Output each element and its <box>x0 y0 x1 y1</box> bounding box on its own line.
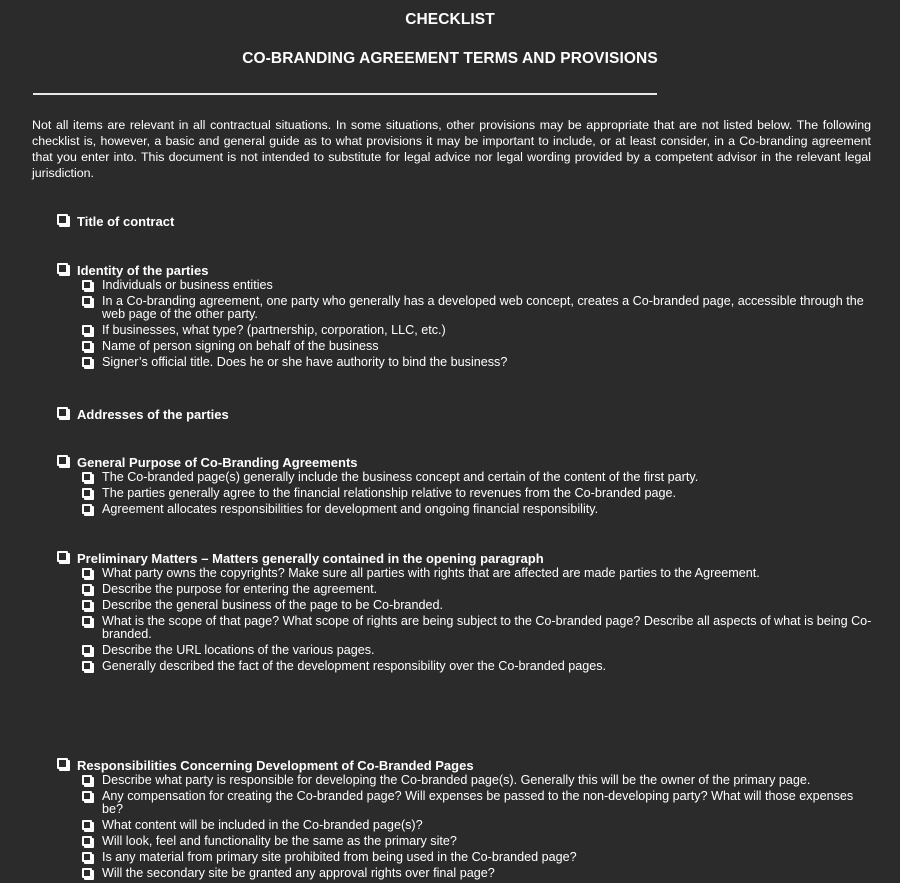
item-checkbox[interactable] <box>82 296 92 306</box>
checklist-item <box>82 471 877 484</box>
checklist-section <box>57 758 877 883</box>
item-text: What is the scope of that page? What scope of rights are being subject to the Co-branded page? Describe all aspects of what is being Co-branded. <box>102 614 872 641</box>
checklist-section <box>57 263 877 372</box>
item-text: Describe the purpose for entering the agreement. <box>102 582 378 596</box>
section-checkbox[interactable] <box>57 758 68 769</box>
checklist-item <box>82 851 877 864</box>
checklist-section <box>57 455 877 519</box>
checklist-item <box>82 324 877 337</box>
section-items <box>82 774 877 880</box>
item-text: Will look, feel and functionality be the same as the primary site? <box>102 834 457 848</box>
section-heading <box>57 758 877 773</box>
item-checkbox[interactable] <box>82 472 92 482</box>
checklist-item <box>82 295 877 321</box>
item-checkbox[interactable] <box>82 852 92 862</box>
intro-paragraph: Not all items are relevant in all contractual situations. In some situations, other provisions may be appropriate that are not listed below. The following checklist is, however, a basic and general guide as to what provisions it may be important to include, or at least consider, in a Co-branding agreement that you enter into. This document is not intended to substitute for legal advice nor legal wording provided by a competent advisor in the relevant legal jurisdiction. <box>32 118 871 180</box>
section-items <box>82 471 877 516</box>
item-checkbox[interactable] <box>82 325 92 335</box>
section-heading <box>57 214 877 229</box>
checklist-item <box>82 340 877 353</box>
section-checkbox[interactable] <box>57 263 68 274</box>
item-text: Any compensation for creating the Co-branded page? Will expenses be passed to the non-developing party? What will those expenses be? <box>102 789 854 816</box>
section-heading <box>57 407 877 422</box>
checklist-section <box>57 214 877 229</box>
item-text: Will the secondary site be granted any approval rights over final page? <box>102 866 495 880</box>
section-title: General Purpose of Co-Branding Agreements <box>77 455 358 470</box>
checklist-item <box>82 567 877 580</box>
checklist-item <box>82 835 877 848</box>
item-text: What party owns the copyrights? Make sure all parties with rights that are affected are made parties to the Agreement. <box>102 566 760 580</box>
item-checkbox[interactable] <box>82 280 92 290</box>
item-checkbox[interactable] <box>82 645 92 655</box>
item-text: If businesses, what type? (partnership, corporation, LLC, etc.) <box>102 323 446 337</box>
item-checkbox[interactable] <box>82 820 92 830</box>
checklist-item <box>82 487 877 500</box>
item-text: Is any material from primary site prohibited from being used in the Co-branded page? <box>102 850 577 864</box>
checklist-section <box>57 407 877 422</box>
item-checkbox[interactable] <box>82 600 92 610</box>
item-text: Individuals or business entities <box>102 278 273 292</box>
item-text: Signer’s official title. Does he or she have authority to bind the business? <box>102 355 508 369</box>
item-text: Describe the general business of the page to be Co-branded. <box>102 598 443 612</box>
item-checkbox[interactable] <box>82 868 92 878</box>
document-subtitle: CO-BRANDING AGREEMENT TERMS AND PROVISIONS <box>242 50 658 67</box>
item-text: Generally described the fact of the development responsibility over the Co-branded pages. <box>102 659 607 673</box>
item-checkbox[interactable] <box>82 568 92 578</box>
item-checkbox[interactable] <box>82 488 92 498</box>
section-checkbox[interactable] <box>57 407 68 418</box>
section-checkbox[interactable] <box>57 551 68 562</box>
document-title: CHECKLIST <box>405 11 495 28</box>
item-checkbox[interactable] <box>82 357 92 367</box>
item-checkbox[interactable] <box>82 791 92 801</box>
checklist-item <box>82 583 877 596</box>
item-checkbox[interactable] <box>82 341 92 351</box>
item-checkbox[interactable] <box>82 775 92 785</box>
item-text: Describe what party is responsible for developing the Co-branded page(s). Generally this will be the owner of the primary page. <box>102 773 811 787</box>
section-checkbox[interactable] <box>57 455 68 466</box>
item-checkbox[interactable] <box>82 836 92 846</box>
checklist-item <box>82 790 877 816</box>
item-text: The parties generally agree to the financial relationship relative to revenues from the Co-branded page. <box>102 486 677 500</box>
item-text: What content will be included in the Co-branded page(s)? <box>102 818 423 832</box>
checklist-item <box>82 356 877 369</box>
checklist-section <box>57 551 877 676</box>
checklist-item <box>82 503 877 516</box>
section-heading <box>57 263 877 278</box>
checklist-item <box>82 660 877 673</box>
checklist-item <box>82 599 877 612</box>
item-text: The Co-branded page(s) generally include the business concept and certain of the content of the first party. <box>102 470 699 484</box>
item-checkbox[interactable] <box>82 616 92 626</box>
section-items <box>82 567 877 673</box>
checklist-item <box>82 774 877 787</box>
item-text: Name of person signing on behalf of the business <box>102 339 379 353</box>
checklist-item <box>82 867 877 880</box>
item-text: In a Co-branding agreement, one party who generally has a developed web concept, creates a Co-branded page, accessible through the web page of the other party. <box>102 294 864 321</box>
item-checkbox[interactable] <box>82 584 92 594</box>
section-title: Title of contract <box>77 214 175 229</box>
section-items <box>82 279 877 369</box>
checklist-item <box>82 819 877 832</box>
section-heading <box>57 551 877 566</box>
item-text: Describe the URL locations of the various pages. <box>102 643 375 657</box>
item-checkbox[interactable] <box>82 504 92 514</box>
item-text: Agreement allocates responsibilities for development and ongoing financial responsibility. <box>102 502 599 516</box>
section-title: Addresses of the parties <box>77 407 229 422</box>
checklist-item <box>82 615 877 641</box>
item-checkbox[interactable] <box>82 661 92 671</box>
section-checkbox[interactable] <box>57 214 68 225</box>
checklist-item <box>82 279 877 292</box>
title-divider <box>33 93 657 95</box>
section-heading <box>57 455 877 470</box>
section-title: Identity of the parties <box>77 263 209 278</box>
section-title: Responsibilities Concerning Development of Co-Branded Pages <box>77 758 474 773</box>
section-title: Preliminary Matters – Matters generally contained in the opening paragraph <box>77 551 544 566</box>
checklist-item <box>82 644 877 657</box>
